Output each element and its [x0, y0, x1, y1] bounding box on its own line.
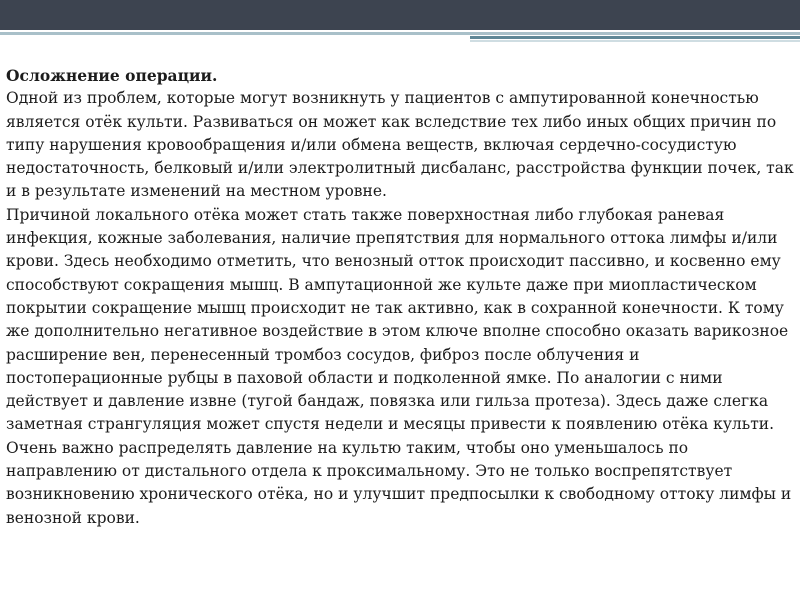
header-band — [0, 0, 800, 30]
header-stripe-accent — [470, 36, 800, 39]
paragraph-local-edema: Причиной локального отёка может стать также поверхностная либо глубокая раневая инфекция, кожные заболевания, наличие препятствия для нормального оттока лимфы и/или крови. Здесь необходимо отметить, что венозный отток происходит пассивно, и косвенно ему способствуют сокращения мышц. В ампутационной же культе даже при миопластическом покрытии сокращение мышц происходит не так активно, как в сохранной конечности. К тому же дополнительно негативное воздействие в этом ключе вполне способно оказать варикозное расширение вен, перенесенный тромбоз сосудов, фиброз после облучения и постоперационные рубцы в паховой области и подколенной ямке. По аналогии с ними действует и давление извне (тугой бандаж, повязка или гильза протеза). Здесь даже слегка заметная странгуляция может спустя недели и месяцы привести к появлению отёка культи. Очень важно распределять давление на культю таким, чтобы оно уменьшалось по направлению от дистального отдела к проксимальному. Это не только воспрепятствует возникновению хронического отёка, но и улучшит предпосылки к свободному оттоку лимфы и венозной крови. — [6, 205, 792, 527]
slide-content — [6, 64, 796, 530]
header-stripe-thin — [470, 40, 800, 42]
slide-heading: Осложнение операции. — [6, 66, 218, 85]
paragraph-edema-causes: Одной из проблем, которые могут возникнуть у пациентов с ампутированной конечностью является отёк культи. Развиваться он может как вследствие тех либо иных общих причин по типу нарушения кровообращения и/или обмена веществ, включая сердечно-сосудистую недостаточность, белковый и/или электролитный дисбаланс, расстройства функции почек, так и в результате изменений на местном уровне. — [6, 89, 794, 201]
header-stripe-light — [0, 32, 800, 35]
